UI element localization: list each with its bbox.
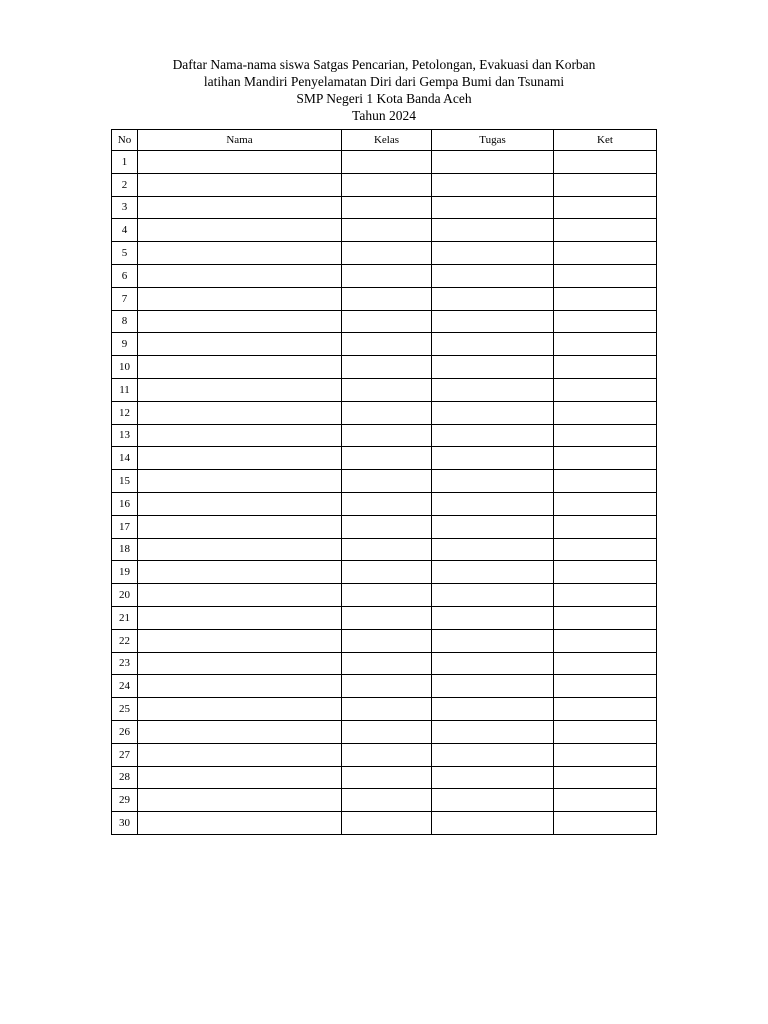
cell-no: 24 bbox=[112, 675, 138, 698]
table-row bbox=[112, 606, 657, 629]
cell-tugas bbox=[432, 196, 554, 219]
cell-tugas bbox=[432, 492, 554, 515]
cell-ket bbox=[554, 606, 657, 629]
cell-tugas bbox=[432, 515, 554, 538]
cell-nama bbox=[138, 720, 342, 743]
cell-nama bbox=[138, 492, 342, 515]
cell-tugas bbox=[432, 698, 554, 721]
table-row bbox=[112, 766, 657, 789]
cell-no: 11 bbox=[112, 378, 138, 401]
cell-no: 29 bbox=[112, 789, 138, 812]
cell-kelas bbox=[342, 515, 432, 538]
cell-nama bbox=[138, 766, 342, 789]
title-line-2: latihan Mandiri Penyelamatan Diri dari Gempa Bumi dan Tsunami bbox=[203, 74, 565, 89]
cell-kelas bbox=[342, 812, 432, 835]
cell-no: 18 bbox=[112, 538, 138, 561]
cell-kelas bbox=[342, 743, 432, 766]
cell-kelas bbox=[342, 698, 432, 721]
cell-no: 13 bbox=[112, 424, 138, 447]
cell-nama bbox=[138, 401, 342, 424]
cell-tugas bbox=[432, 242, 554, 265]
cell-ket bbox=[554, 470, 657, 493]
cell-ket bbox=[554, 652, 657, 675]
cell-tugas bbox=[432, 584, 554, 607]
cell-kelas bbox=[342, 584, 432, 607]
cell-ket bbox=[554, 743, 657, 766]
cell-ket bbox=[554, 675, 657, 698]
cell-nama bbox=[138, 196, 342, 219]
table-row bbox=[112, 242, 657, 265]
table-row bbox=[112, 698, 657, 721]
cell-nama bbox=[138, 242, 342, 265]
cell-ket bbox=[554, 333, 657, 356]
cell-no: 26 bbox=[112, 720, 138, 743]
cell-ket bbox=[554, 698, 657, 721]
cell-tugas bbox=[432, 424, 554, 447]
cell-ket bbox=[554, 219, 657, 242]
cell-tugas bbox=[432, 378, 554, 401]
cell-nama bbox=[138, 675, 342, 698]
table-row bbox=[112, 196, 657, 219]
cell-ket bbox=[554, 264, 657, 287]
cell-no: 1 bbox=[112, 151, 138, 174]
cell-kelas bbox=[342, 492, 432, 515]
cell-tugas bbox=[432, 356, 554, 379]
cell-kelas bbox=[342, 401, 432, 424]
cell-no: 23 bbox=[112, 652, 138, 675]
cell-no: 14 bbox=[112, 447, 138, 470]
cell-tugas bbox=[432, 333, 554, 356]
cell-no: 27 bbox=[112, 743, 138, 766]
header-kelas: Kelas bbox=[342, 130, 432, 151]
cell-kelas bbox=[342, 242, 432, 265]
cell-kelas bbox=[342, 196, 432, 219]
cell-tugas bbox=[432, 470, 554, 493]
cell-nama bbox=[138, 515, 342, 538]
cell-kelas bbox=[342, 287, 432, 310]
cell-no: 30 bbox=[112, 812, 138, 835]
cell-no: 16 bbox=[112, 492, 138, 515]
cell-nama bbox=[138, 333, 342, 356]
table-row bbox=[112, 789, 657, 812]
cell-ket bbox=[554, 356, 657, 379]
cell-kelas bbox=[342, 766, 432, 789]
cell-no: 12 bbox=[112, 401, 138, 424]
cell-ket bbox=[554, 424, 657, 447]
cell-nama bbox=[138, 812, 342, 835]
cell-no: 28 bbox=[112, 766, 138, 789]
cell-nama bbox=[138, 743, 342, 766]
cell-ket bbox=[554, 538, 657, 561]
cell-no: 7 bbox=[112, 287, 138, 310]
cell-no: 6 bbox=[112, 264, 138, 287]
cell-nama bbox=[138, 151, 342, 174]
cell-kelas bbox=[342, 447, 432, 470]
cell-ket bbox=[554, 584, 657, 607]
title-line-1: Daftar Nama-nama siswa Satgas Pencarian, Petolongan, Evakuasi dan Korban bbox=[172, 57, 596, 72]
cell-kelas bbox=[342, 173, 432, 196]
year-line: Tahun 2024 bbox=[352, 108, 416, 123]
cell-tugas bbox=[432, 151, 554, 174]
cell-tugas bbox=[432, 219, 554, 242]
cell-kelas bbox=[342, 538, 432, 561]
cell-no: 8 bbox=[112, 310, 138, 333]
cell-no: 25 bbox=[112, 698, 138, 721]
table-row bbox=[112, 743, 657, 766]
cell-tugas bbox=[432, 789, 554, 812]
cell-ket bbox=[554, 151, 657, 174]
cell-kelas bbox=[342, 264, 432, 287]
table-row bbox=[112, 219, 657, 242]
cell-kelas bbox=[342, 675, 432, 698]
cell-ket bbox=[554, 287, 657, 310]
cell-kelas bbox=[342, 606, 432, 629]
school-name: SMP Negeri 1 Kota Banda Aceh bbox=[296, 91, 472, 106]
cell-ket bbox=[554, 789, 657, 812]
cell-tugas bbox=[432, 675, 554, 698]
cell-nama bbox=[138, 584, 342, 607]
header-nama: Nama bbox=[138, 130, 342, 151]
table-row bbox=[112, 470, 657, 493]
cell-ket bbox=[554, 720, 657, 743]
cell-nama bbox=[138, 264, 342, 287]
cell-no: 3 bbox=[112, 196, 138, 219]
table-row bbox=[112, 629, 657, 652]
cell-tugas bbox=[432, 652, 554, 675]
cell-nama bbox=[138, 652, 342, 675]
cell-no: 5 bbox=[112, 242, 138, 265]
cell-kelas bbox=[342, 470, 432, 493]
cell-nama bbox=[138, 606, 342, 629]
cell-tugas bbox=[432, 401, 554, 424]
table-row bbox=[112, 310, 657, 333]
cell-ket bbox=[554, 447, 657, 470]
table-row bbox=[112, 424, 657, 447]
cell-tugas bbox=[432, 743, 554, 766]
cell-ket bbox=[554, 242, 657, 265]
cell-ket bbox=[554, 561, 657, 584]
cell-kelas bbox=[342, 561, 432, 584]
cell-no: 19 bbox=[112, 561, 138, 584]
cell-nama bbox=[138, 698, 342, 721]
table-row bbox=[112, 401, 657, 424]
table-row bbox=[112, 333, 657, 356]
cell-no: 22 bbox=[112, 629, 138, 652]
cell-ket bbox=[554, 515, 657, 538]
cell-no: 2 bbox=[112, 173, 138, 196]
cell-kelas bbox=[342, 789, 432, 812]
cell-ket bbox=[554, 629, 657, 652]
header-row bbox=[112, 130, 657, 151]
table-row bbox=[112, 264, 657, 287]
cell-no: 9 bbox=[112, 333, 138, 356]
cell-tugas bbox=[432, 606, 554, 629]
cell-kelas bbox=[342, 652, 432, 675]
cell-ket bbox=[554, 310, 657, 333]
table-row bbox=[112, 151, 657, 174]
table-row bbox=[112, 538, 657, 561]
cell-kelas bbox=[342, 629, 432, 652]
cell-ket bbox=[554, 766, 657, 789]
table-row bbox=[112, 812, 657, 835]
cell-nama bbox=[138, 310, 342, 333]
cell-nama bbox=[138, 447, 342, 470]
table-row bbox=[112, 378, 657, 401]
cell-no: 20 bbox=[112, 584, 138, 607]
cell-kelas bbox=[342, 424, 432, 447]
header-no: No bbox=[112, 130, 138, 151]
header-ket: Ket bbox=[554, 130, 657, 151]
cell-ket bbox=[554, 492, 657, 515]
cell-nama bbox=[138, 561, 342, 584]
cell-ket bbox=[554, 173, 657, 196]
cell-ket bbox=[554, 401, 657, 424]
cell-tugas bbox=[432, 264, 554, 287]
header-tugas: Tugas bbox=[432, 130, 554, 151]
cell-nama bbox=[138, 789, 342, 812]
cell-tugas bbox=[432, 538, 554, 561]
cell-nama bbox=[138, 629, 342, 652]
table-row bbox=[112, 356, 657, 379]
cell-kelas bbox=[342, 219, 432, 242]
cell-kelas bbox=[342, 333, 432, 356]
cell-ket bbox=[554, 812, 657, 835]
cell-tugas bbox=[432, 629, 554, 652]
table-row bbox=[112, 287, 657, 310]
cell-nama bbox=[138, 538, 342, 561]
cell-no: 17 bbox=[112, 515, 138, 538]
cell-nama bbox=[138, 378, 342, 401]
cell-tugas bbox=[432, 310, 554, 333]
cell-nama bbox=[138, 356, 342, 379]
document-title bbox=[0, 56, 768, 124]
cell-tugas bbox=[432, 447, 554, 470]
cell-nama bbox=[138, 219, 342, 242]
table-row bbox=[112, 561, 657, 584]
table-row bbox=[112, 447, 657, 470]
student-roster-table bbox=[111, 129, 657, 835]
cell-tugas bbox=[432, 173, 554, 196]
cell-no: 10 bbox=[112, 356, 138, 379]
cell-nama bbox=[138, 173, 342, 196]
cell-tugas bbox=[432, 812, 554, 835]
cell-kelas bbox=[342, 720, 432, 743]
cell-no: 21 bbox=[112, 606, 138, 629]
cell-tugas bbox=[432, 287, 554, 310]
table-row bbox=[112, 584, 657, 607]
table-row bbox=[112, 515, 657, 538]
cell-kelas bbox=[342, 356, 432, 379]
table-row bbox=[112, 652, 657, 675]
cell-kelas bbox=[342, 378, 432, 401]
cell-tugas bbox=[432, 766, 554, 789]
cell-kelas bbox=[342, 310, 432, 333]
table-row bbox=[112, 173, 657, 196]
cell-nama bbox=[138, 470, 342, 493]
cell-no: 4 bbox=[112, 219, 138, 242]
cell-tugas bbox=[432, 561, 554, 584]
cell-no: 15 bbox=[112, 470, 138, 493]
roster-body bbox=[112, 151, 657, 835]
cell-nama bbox=[138, 424, 342, 447]
table-row bbox=[112, 675, 657, 698]
cell-ket bbox=[554, 378, 657, 401]
cell-ket bbox=[554, 196, 657, 219]
cell-tugas bbox=[432, 720, 554, 743]
cell-kelas bbox=[342, 151, 432, 174]
cell-nama bbox=[138, 287, 342, 310]
table-row bbox=[112, 492, 657, 515]
table-row bbox=[112, 720, 657, 743]
